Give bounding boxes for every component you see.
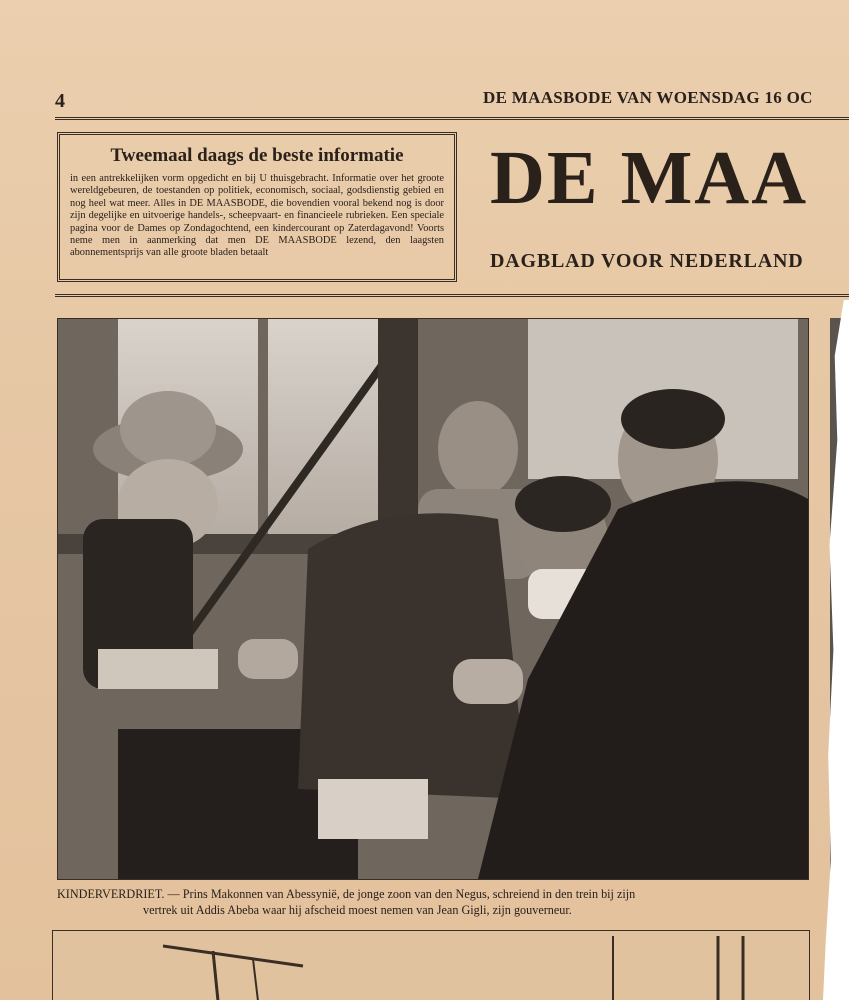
info-box	[57, 132, 457, 282]
photo-illustration	[58, 319, 808, 879]
caption-line-1: KINDERVERDRIET. — Prins Makonnen van Abessynië, de jonge zoon van den Negus, schreiend in den trein bij zijn	[57, 887, 636, 901]
bottom-photo-illustration	[53, 931, 809, 1000]
page-number: 4	[55, 90, 65, 112]
masthead-double-rule	[55, 294, 849, 297]
caption-line-2: vertrek uit Addis Abeba waar hij afscheid moest nemen van Jean Gigli, zijn gouverneur.	[143, 903, 572, 917]
bottom-photo	[52, 930, 810, 1000]
train-photo	[57, 318, 809, 880]
info-box-body: in een antrekkelijken vorm opgedicht en bij U thuisgebracht. Informatie over het groote wereldgebeuren, de toestanden op politiek, economisch, sociaal, godsdienstig gebied en nog heel wat meer. Alles in DE MAASBODE, die bovendien vooral bekend nog is door zijn degelijke en uitvoerige handels-, scheepvaart- en financieele rubrieken. Een speciale pagina voor de Dames op Zondagochtend, een kindercourant op Zaterdagavond! Voorts neme men in aanmerking dat men DE MAASBODE lezend, den laagsten abonnementsprijs van alle groote bladen betaalt	[70, 173, 444, 259]
info-box-title: Tweemaal daags de beste informatie	[110, 145, 404, 166]
masthead-subtitle: DAGBLAD VOOR NEDERLAND	[490, 250, 804, 272]
masthead-title: DE MAA	[490, 136, 809, 220]
running-head: DE MAASBODE VAN WOENSDAG 16 OC	[483, 88, 813, 107]
top-double-rule	[55, 117, 849, 120]
photo-caption	[57, 886, 807, 918]
